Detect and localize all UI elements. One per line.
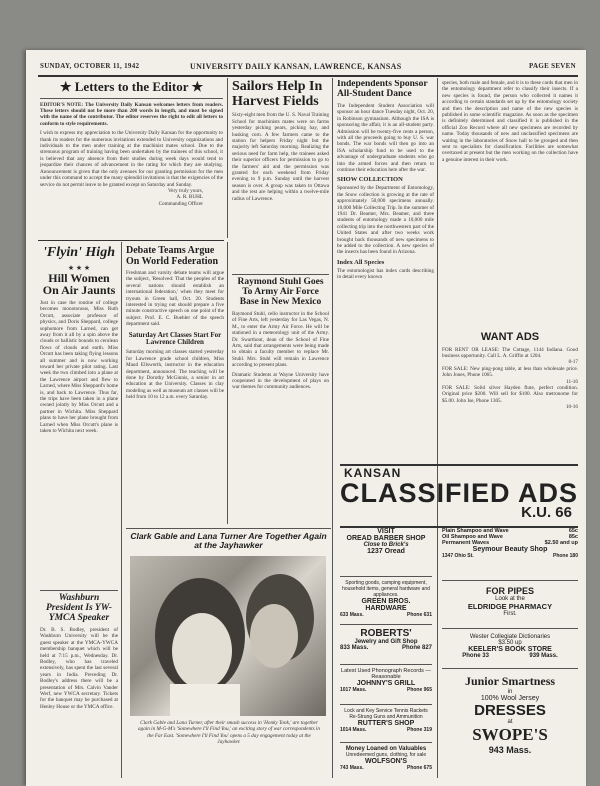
debate-body: Freshman and varsity debate teams will argue the subject, 'Resolved: That the peoples of the several nations should establish an international federation,' when they meet for tryouts in Green hall, Oct. 20. Students interested in trying out should prepare a five minute constructive speech on one point of the subject. Prof. E. C. Buehler of the speech department said. [126, 270, 224, 328]
ad-text: ELDRIDGE PHARMACY [467, 602, 553, 611]
editors-note: EDITOR'S NOTE: The University Daily Kansan welcomes letters from readers. These letters should not be more than 200 words in length, and must be signed with the name of the contributor. The editor reserves the right to edit all letters to conform to style requirements. [40, 101, 223, 127]
index-subhead: Index All Species [337, 258, 385, 266]
photo-headline: Clark Gable and Lana Turner Are Together Again at the Jayhawker [130, 531, 327, 550]
ad-text: Wester Collegiate Dictionaries [469, 634, 551, 640]
dance-headline: Independents Sponsor All-Student Dance [337, 80, 428, 99]
ad-text: Phone 180 [552, 553, 578, 559]
want-ads-title: WANT ADS [480, 332, 540, 343]
star-icon: ★ [191, 80, 204, 94]
want-ad-code: 11-16 [566, 378, 578, 385]
ad-hardware [340, 580, 432, 625]
want-ads [442, 332, 578, 462]
ad-text: JOHNNY'S GRILL [356, 680, 416, 687]
classified-phone: K.U. 66 [521, 504, 572, 521]
ad-text: Close to Brick's [363, 542, 409, 548]
ad-text: 943 Mass. [488, 745, 532, 755]
letters-section [40, 80, 223, 238]
show-collection-head: SHOW COLLECTION [337, 176, 403, 184]
flyin-title: 'Flyin' High [43, 246, 115, 260]
ad-text: $3.50 up [498, 640, 522, 646]
classified-banner [340, 464, 578, 528]
ad-text: Sporting goods, camping equipment, household items, general hardware and appliances. [342, 580, 430, 598]
ad-text: Seymour Beauty Shop [472, 546, 548, 553]
ad-text: GREEN BROS. HARDWARE [361, 598, 411, 612]
ad-text: 1017 Mass. [340, 687, 367, 693]
ad-pipes [442, 586, 578, 629]
ad-text: at [507, 719, 513, 725]
ad-wolfson [340, 746, 432, 782]
ad-text: 1237 Oread [367, 548, 405, 555]
page-number: PAGE SEVEN [528, 62, 576, 70]
newspaper-page [26, 50, 586, 786]
washburn-headline: Washburn President Is YW-YMCA Speaker [40, 590, 118, 624]
ad-text: Look at the [495, 596, 525, 602]
ad-text: ROBERTS' [360, 628, 412, 639]
classified-kansan: KANSAN [344, 466, 402, 480]
ad-text: 1014 Mass. [340, 727, 367, 733]
species-body: species, both male and female, and it is to these cards that men in the entomology department refer to classify their insects. If a new species is found, the person who collected it names it according to certain standards set up by the entomology society and then the description and name of the new species is published in some scientific magazine. As soon as the specimen is definitely determined and classified it is published in the official Zoo Record where all new specimens are recorded by name. Today thousands of new and unclassified specimens are waiting in the laboratories of Snow hall to be grouped and then sent to specialists for classification. Facilities are somewhat overtaxed at present but the men working on the collection have a genuine interest in their work. [442, 80, 578, 163]
issue-date: SUNDAY, OCTOBER 11, 1942 [40, 62, 140, 70]
letter-signature-title: Commanding Officer [158, 200, 203, 207]
ad-text: 100% Wool Jersey [480, 695, 540, 702]
letter-body: I wish to express my appreciation to the University Daily Kansan for the opportunity to thank its readers for the numerous invitations extended to University organizations and individuals to the men under training at the machinist mates school. Due to the strenuous program of training having been undertaken by the trainees of this school, it is believed that any absence from their studies during week days would tend to jeopardize their chances of advancement in the rating for which they are studying. Announcement is given that the only avenues for our granting permission for the men under this command to accept the many splendid invitations is that the exigencies of the service do not permit leave to be granted except on Saturday and Sunday. [40, 130, 223, 188]
show-collection-body: Sponsored by the Department of Entomology, the Snow collection is growing at the rate of approximately 50,000 specimens annually. 10,000 Mile Collecting Trip. In the summer of 1941 Dr. Beamer, Mrs. Beamer, and three students of entomology made a 10,000 mile collecting trip into the northwestern part of the United States and after two weeks work brought back thousands of new specimens to be added to the collection. A new species of the insects has been found in Arizona. [337, 185, 434, 256]
ad-text: 833 Mass. [340, 645, 369, 651]
letter-signature: A. R. BUHL [176, 194, 203, 201]
ad-text: Latest Used Phonograph Records — Reasonable [341, 668, 431, 680]
saturday-headline: Saturday Art Classes Start For Lawrence Children [128, 330, 222, 346]
movie-still-image [130, 556, 326, 716]
want-ad: FOR SALE: New ping-pong table, at less than wholesale price. John Jones, Phone 1065. [442, 365, 578, 379]
page-header [40, 62, 576, 74]
stuhl-headline: Raymond Stuhl Goes To Army Air Force Base in New Mexico [232, 274, 329, 308]
ad-price: $2.50 and up [544, 540, 578, 546]
ad-roberts [340, 628, 432, 665]
ad-text: Money Loaned on Valuables [345, 746, 427, 752]
flyin-body: Just in case the routine of college becomes monotonous, Miss Ruth Orcutt, associate professor of physics, and Doris Sheppard, college sophomore from Larned, can get away from it all by a spin above the clouds or ballistic bounds to cerulean flows of clouds and earth. Miss Orcutt has been taking flying lessons all summer and is now working toward her private pilot rating. Last week the two climbed into a plane at the Lawrence airport and flew to Larned, where Miss Sheppard's home is, and back to Lawrence. Thus far, the trips have been taken in a plane owned jointly by Miss Orcutt and a partner in Wichita. Miss Sheppard plans to have her plane brought from Larned when Miss Orcutt's plane is taken to Wichita next week. [40, 299, 118, 434]
ad-text: RUTTER'S SHOP [357, 720, 415, 727]
ad-text: WOLFSON'S [364, 758, 408, 765]
column-divider [437, 78, 438, 778]
sailors-headline: Sailors Help In Harvest Fields [232, 80, 323, 109]
ad-text: Plain Shampoo and Wave [442, 528, 509, 534]
letters-title: ★ Letters to the Editor ★ [40, 80, 223, 99]
debate-headline: Debate Teams Argue On World Federation [126, 246, 219, 267]
washburn-article [40, 590, 118, 780]
letter-closing: Very truly yours, [167, 187, 203, 194]
ad-text: 743 Mass. [340, 765, 364, 771]
ad-text: OREAD BARBER SHOP [346, 535, 426, 542]
ad-keeler [442, 634, 578, 669]
want-ad: FOR RENT OR LEASE: The Cottage, 1144 Indiana. Good business opportunity. Call L. A. Griffin at 1204. [442, 346, 578, 359]
ad-text: in [507, 689, 513, 695]
washburn-body: Dr. B. S. Bodley, president of Washburn University will be the guest speaker at the YMCA-YWCA membership banquet which will be held at 7:15 p.m., Wednesday. Dr. Bodley, who has traveled extensively, has spent the last several years in India. Preceding Dr. Bodley's address there will be a presentation of Mrs. Calvin Vander Werf, new YWCA secretary. Tickets for the banquet may be purchased at Henley House or the YMCA office. [40, 626, 118, 710]
ad-text: Lock and Key Service Tennis Rackets Re-Strung Guns and Ammunition [344, 708, 428, 720]
ad-text: First. [503, 611, 517, 617]
ad-barber [340, 528, 432, 577]
flyin-article [40, 246, 118, 586]
column-divider [121, 242, 122, 778]
ad-rutter [340, 708, 432, 743]
column-divider [332, 78, 333, 778]
flyin-stars-icon: ★ ★ ★ [67, 263, 91, 272]
want-ad-code: 8-17 [568, 359, 578, 366]
header-rule [38, 75, 578, 77]
sailors-article [232, 80, 329, 270]
saturday-body: Saturday morning art classes started yesterday for Lawrence grade school children, Miss Maud Ellsworth, instructor in the education department, announced. The teaching will be done by Dorothy McGinnis, a senior in art education at the University. Classes in clay modeling as well as museum art classes will be held from 10 to 12 a.m. every Saturday. [126, 349, 224, 401]
dance-body: The Independent Student Association will sponsor an hour dance Tuesday night, Oct. 20, in Robinson gymnasium. Although the ISA is sponsoring the affair, it is an all-student party. Admission will be twenty-five cents a person, with all the proceeds going to buy U. S. war bonds. The war bonds will then go into an ISA scholarship fund to be used to the advantage of undergraduate students who go into the armed forces and then return to continue their education here after the war. [337, 102, 434, 173]
ad-text: Phone 33 [462, 653, 489, 659]
ad-text: 633 Mass. [340, 612, 364, 618]
ad-text: Phone 319 [406, 727, 432, 733]
ad-text: SWOPE'S [472, 725, 548, 744]
ad-text: Phone 827 [401, 645, 432, 651]
stuhl-article [232, 274, 329, 524]
section-rule [38, 240, 224, 241]
photo-caption-box [136, 720, 322, 778]
movie-photo [130, 556, 326, 716]
dance-article [337, 80, 434, 460]
want-ad-code: 10-16 [565, 404, 578, 411]
ad-text: Junior Smartness [464, 674, 556, 688]
paper-name: UNIVERSITY DAILY KANSAN, LAWRENCE, KANSAS [190, 62, 402, 71]
flyin-subtitle: Hill Women On Air Jaunts [42, 270, 116, 298]
ad-text: Jewelry and Gift Shop [354, 639, 418, 645]
ad-text: Permanent Waves [442, 540, 490, 546]
ad-text: Unredeemed guns, clothing, for sale [345, 752, 427, 758]
sailors-body: Sixty-eight men from the U. S. Naval Training School for machinists mates were on farms yesterday picking pears, picking hay, and husking corn. A few farmers came to the station for helpers Friday night but the majority left Saturday morning. Realizing the serious need for farm help, the trainees asked their superior officers for permission to go to the farmers' aid and the permission was granted for each weekend from Friday evening to 9 p.m. Sunday until the harvest season is over. A group was taken to Ottawa and the rest are helping within a twelve-mile radius of Lawrence. [232, 112, 329, 202]
ad-price: 65c [568, 528, 578, 534]
column-divider [227, 78, 228, 238]
ad-text: Oil Shampoo and Wave [442, 534, 503, 540]
ad-text: FOR PIPES [485, 586, 534, 596]
ad-text: Phone 675 [406, 765, 432, 771]
ad-swope [442, 674, 578, 782]
ad-text: KEELER'S BOOK STORE [468, 646, 552, 653]
drama-note: Dramatic Students at Wayne University have cooperated in the development of plays on war themes for community audiences. [232, 371, 329, 391]
ad-text: DRESSES [474, 702, 546, 719]
star-icon: ★ [59, 80, 72, 94]
ad-grill [340, 668, 432, 705]
ad-text: 939 Mass. [529, 653, 558, 659]
want-ad: FOR SALE: Solid silver Hayden flute, perfect condition. Original price $200. Will sell for $100. Also metronome for $5.00. John Ise, Phone 1305. [442, 384, 578, 404]
photo-caption: Clark Gable and Lana Turner, after their smash success in 'Honky Tonk,' are together again in M-G-M's 'Somewhere I'll Find You,' an exciting story of war correspondents in the Far East. 'Somewhere I'll Find You' opens a 5 day engagement today at the Jayhawker. [138, 720, 320, 746]
ad-price: 85c [568, 534, 578, 540]
column-divider [227, 242, 228, 524]
index-body: The entomologist has index cards describing in detail every known [337, 267, 434, 281]
ad-text: Phone 965 [406, 687, 432, 693]
ad-text: 1347 Ohio St. [442, 553, 474, 559]
ad-text: VISIT [377, 528, 395, 535]
species-article [442, 80, 578, 330]
ad-seymour [442, 528, 578, 581]
stuhl-body: Raymond Stuhl, cello instructor in the School of Fine Arts, left yesterday for Las Vegas, N. M., to enter the Army Air Force. He will be stationed in a meteorology unit of the Army. Dr. Swarthout, dean of the School of Fine Arts, said that arrangements were being made to obtain a faculty member to replace Mr. Stuhl. Mrs. Stuhl will remain in Lawrence according to present plans. [232, 310, 329, 369]
classified-title: CLASSIFIED ADS [340, 478, 579, 508]
debate-article [126, 246, 224, 524]
ad-text: Phone 631 [406, 612, 432, 618]
